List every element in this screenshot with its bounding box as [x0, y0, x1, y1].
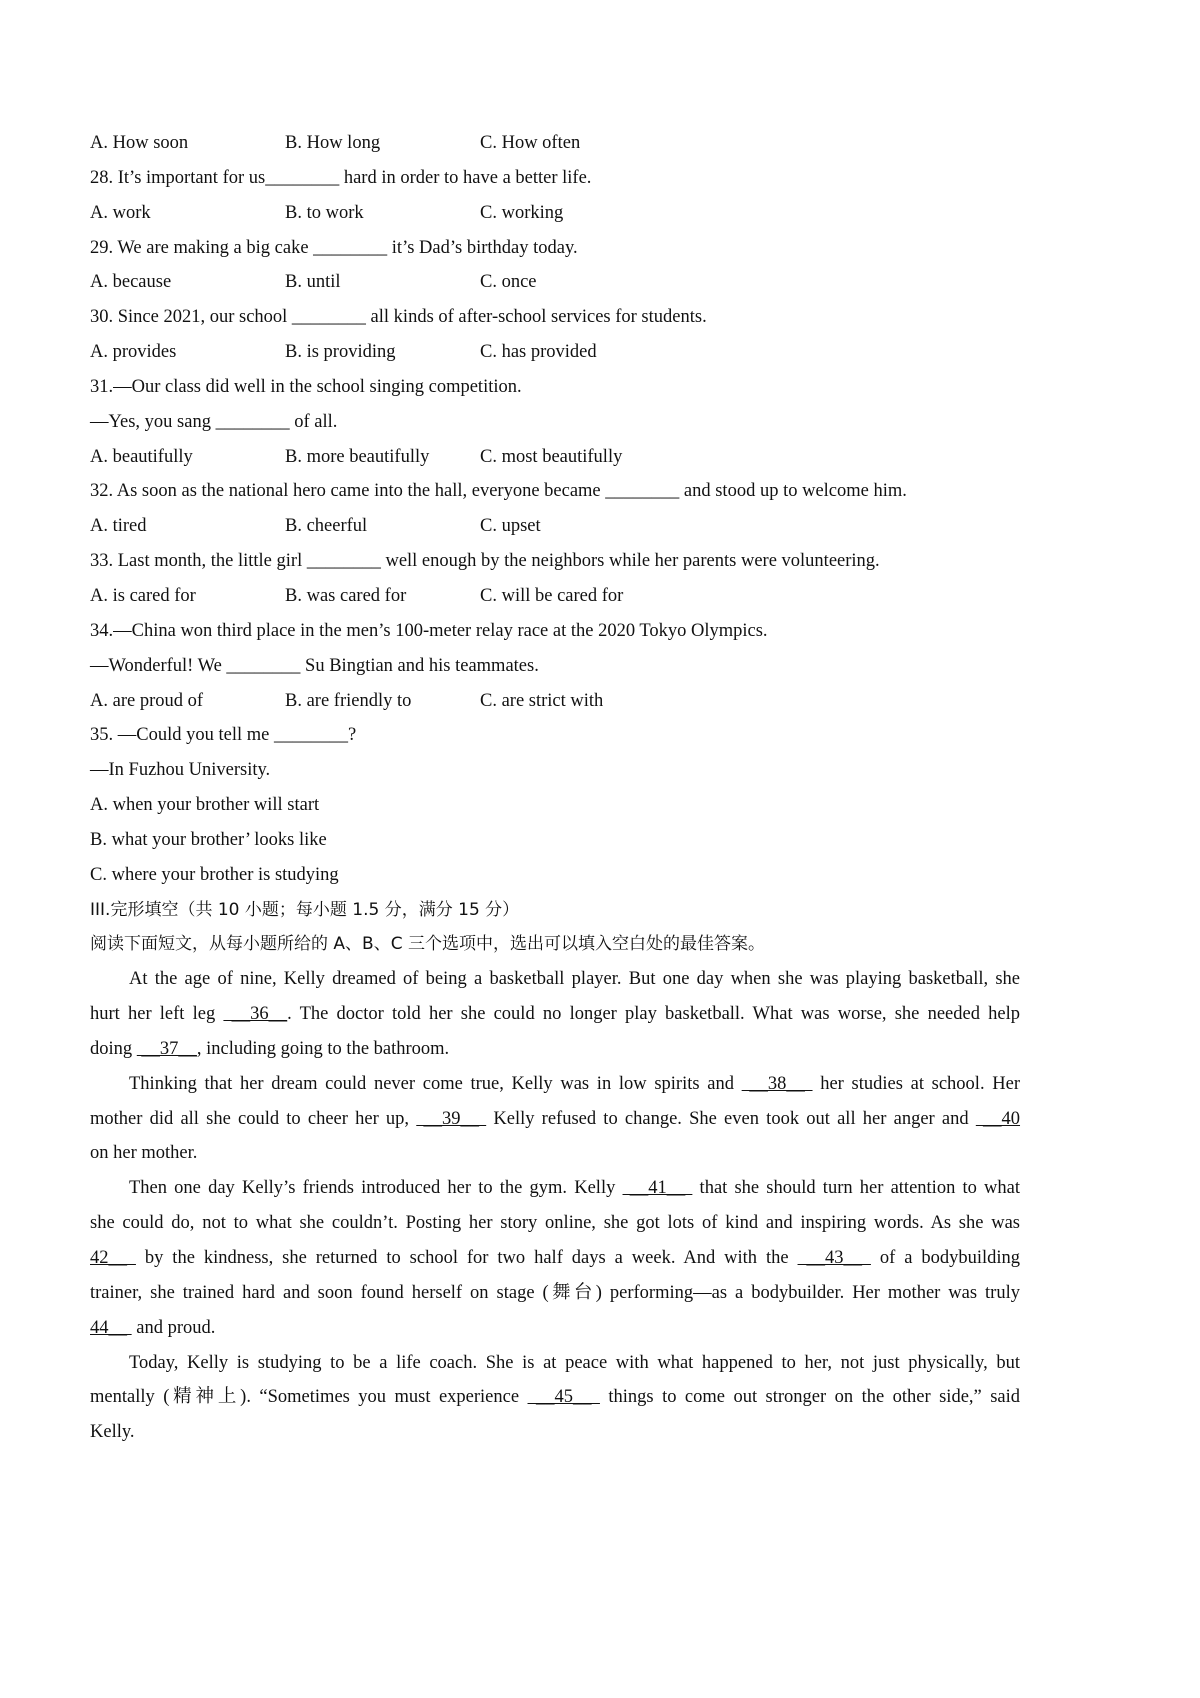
option-a[interactable]: A. is cared for — [90, 585, 196, 606]
passage-line: doing __37__, including going to the bathroom. — [90, 1038, 450, 1059]
question-text: A. when your brother will start — [90, 795, 320, 816]
option-b[interactable]: B. are friendly to — [285, 690, 412, 711]
cloze-passage — [90, 962, 1020, 1450]
option-b[interactable]: B. until — [285, 272, 341, 293]
section-instruction: 阅读下面短文，从每小题所给的 A、B、C 三个选项中，选出可以填入空白处的最佳答案。 — [90, 934, 765, 955]
passage-line: mother did all she could to cheer her up, __39__ Kelly refused to change. She even took out all her anger and __40 — [90, 1108, 1021, 1129]
question-text: C. where your brother is studying — [90, 864, 339, 885]
option-a[interactable]: A. How soon — [90, 133, 189, 153]
option-row — [90, 335, 1020, 370]
passage-line: Today, Kelly is studying to be a life coach. She is at peace with what happened to her, not just physically, but — [129, 1352, 1020, 1373]
option-b[interactable]: B. more beautifully — [285, 446, 430, 467]
worksheet-page — [90, 126, 1020, 1450]
passage-line: Kelly. — [90, 1422, 135, 1443]
option-row — [90, 684, 1020, 719]
option-c[interactable]: C. will be cared for — [480, 585, 624, 606]
option-b[interactable]: B. cheerful — [285, 516, 368, 537]
question-text: 30. Since 2021, our school ________ all kinds of after-school services for students. — [90, 307, 707, 328]
blank-39[interactable]: __39__ — [416, 1108, 487, 1129]
option-b[interactable]: B. was cared for — [285, 585, 407, 606]
blank-43[interactable]: __43__ — [797, 1248, 871, 1268]
option-c[interactable]: C. has provided — [480, 342, 597, 363]
option-c[interactable]: C. are strict with — [480, 690, 604, 711]
option-b[interactable]: B. to work — [285, 202, 364, 223]
option-c[interactable]: C. working — [480, 202, 564, 223]
option-c[interactable]: C. How often — [480, 133, 581, 153]
option-row — [90, 196, 1020, 231]
option-row — [90, 265, 1020, 300]
blank-40[interactable]: __40 — [975, 1108, 1021, 1129]
option-c[interactable]: C. most beautifully — [480, 446, 623, 467]
option-a[interactable]: A. tired — [90, 516, 147, 537]
passage-line: 44__ and proud. — [90, 1317, 216, 1338]
question-text: 32. As soon as the national hero came into the hall, everyone became ________ and stood up to welcome him. — [90, 481, 907, 502]
option-a[interactable]: A. beautifully — [90, 446, 193, 467]
section-title: III.完形填空（共 10 小题；每小题 1.5 分，满分 15 分） — [90, 899, 520, 920]
question-text: —In Fuzhou University. — [90, 760, 271, 781]
option-c[interactable]: C. upset — [480, 516, 541, 537]
blank-41[interactable]: __41__ — [622, 1178, 693, 1199]
question-text: 35. —Could you tell me ________? — [90, 725, 357, 746]
passage-line: trainer, she trained hard and soon found herself on stage (舞台) performing—as a bodybuilder. Her mother was truly — [90, 1282, 1020, 1303]
option-row — [90, 440, 1020, 475]
option-a[interactable]: A. provides — [90, 342, 177, 363]
passage-line: Then one day Kelly’s friends introduced her to the gym. Kelly __41__ that she should turn her attention to what — [129, 1178, 1021, 1199]
option-a[interactable]: A. because — [90, 272, 172, 293]
option-b[interactable]: B. is providing — [285, 342, 396, 363]
passage-line: At the age of nine, Kelly dreamed of being a basketball player. But one day when she was playing basketball, she — [129, 969, 1020, 990]
blank-36[interactable]: __36__ — [223, 1004, 288, 1025]
passage-line: 42__ by the kindness, she returned to school for two half days a week. And with the __43__ of a bodybuilding — [90, 1248, 1021, 1268]
question-text: 28. It’s important for us________ hard in order to have a better life. — [90, 167, 592, 188]
blank-38[interactable]: __38__ — [741, 1073, 813, 1094]
option-row — [90, 509, 1020, 544]
blank-42[interactable]: 42__ — [90, 1248, 136, 1268]
blank-45[interactable]: __45__ — [527, 1387, 600, 1408]
option-c[interactable]: C. once — [480, 272, 537, 293]
option-row — [90, 579, 1020, 614]
question-text: 29. We are making a big cake ________ it’s Dad’s birthday today. — [90, 237, 578, 258]
blank-37[interactable]: __37__ — [136, 1038, 197, 1059]
question-text: B. what your brother’ looks like — [90, 829, 327, 850]
blank-44[interactable]: 44__ — [90, 1317, 132, 1338]
question-text: 33. Last month, the little girl ________ well enough by the neighbors while her parents were volunteering. — [90, 551, 880, 572]
passage-line: Thinking that her dream could never come true, Kelly was in low spirits and __38__ her studies at school. Her — [129, 1073, 1020, 1094]
question-text: 31.—Our class did well in the school singing competition. — [90, 376, 522, 397]
passage-line: mentally (精神上). “Sometimes you must experience __45__ things to come out stronger on the other side,” said — [90, 1387, 1020, 1408]
option-a[interactable]: A. work — [90, 202, 151, 223]
question-text: —Yes, you sang ________ of all. — [90, 411, 338, 432]
option-b[interactable]: B. How long — [285, 133, 381, 153]
option-a[interactable]: A. are proud of — [90, 690, 204, 711]
question-text: 34.—China won third place in the men’s 100-meter relay race at the 2020 Tokyo Olympics. — [90, 620, 768, 641]
question-text: —Wonderful! We ________ Su Bingtian and his teammates. — [90, 655, 539, 676]
passage-line: hurt her left leg __36__. The doctor told her she could no longer play basketball. What was worse, she needed help — [90, 1004, 1020, 1025]
passage-line: she could do, not to what she couldn’t. Posting her story online, she got lots of kind and inspiring words. As she was — [90, 1213, 1020, 1234]
option-row — [90, 126, 1020, 161]
passage-line: on her mother. — [90, 1143, 198, 1164]
question-list — [90, 126, 1020, 893]
